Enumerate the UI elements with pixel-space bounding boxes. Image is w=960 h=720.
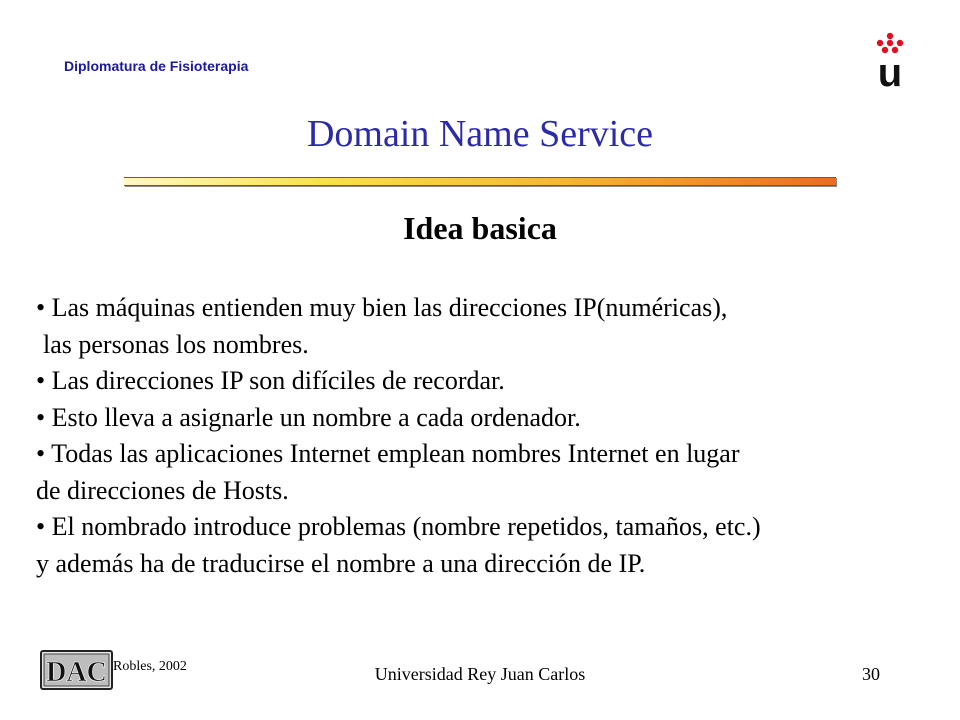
slide-title: Domain Name Service xyxy=(306,113,654,155)
footer-author: Robles, 2002 xyxy=(113,659,187,674)
bullet-line: las personas los nombres. xyxy=(43,329,309,359)
footer-university: Universidad Rey Juan Carlos xyxy=(374,664,586,684)
slide-subtitle: Idea basica xyxy=(403,210,557,246)
bullet-line: de direcciones de Hosts. xyxy=(36,475,289,505)
page-number: 30 xyxy=(862,664,880,684)
bullet-list xyxy=(36,290,936,582)
bullet-line: • Las direcciones IP son difíciles de recordar. xyxy=(36,366,505,395)
bullet-line: • El nombrado introduce problemas (nombre repetidos, tamaños, etc.) xyxy=(36,512,761,541)
course-header: Diplomatura de Fisioterapia xyxy=(64,58,249,74)
bullet-line: • Todas las aplicaciones Internet emplean nombres Internet en lugar xyxy=(36,439,740,468)
bullet-line: y además ha de traducirse el nombre a una dirección de IP. xyxy=(36,548,646,578)
urjc-logo xyxy=(868,32,912,88)
bullet-line: • Esto lleva a asignarle un nombre a cada ordenador. xyxy=(36,402,581,432)
urjc-letter: u xyxy=(877,51,903,88)
dac-letters: DAC xyxy=(46,657,107,688)
bullet-line: • Las máquinas entienden muy bien las direcciones IP(numéricas), xyxy=(36,293,728,322)
title-divider xyxy=(124,177,836,186)
